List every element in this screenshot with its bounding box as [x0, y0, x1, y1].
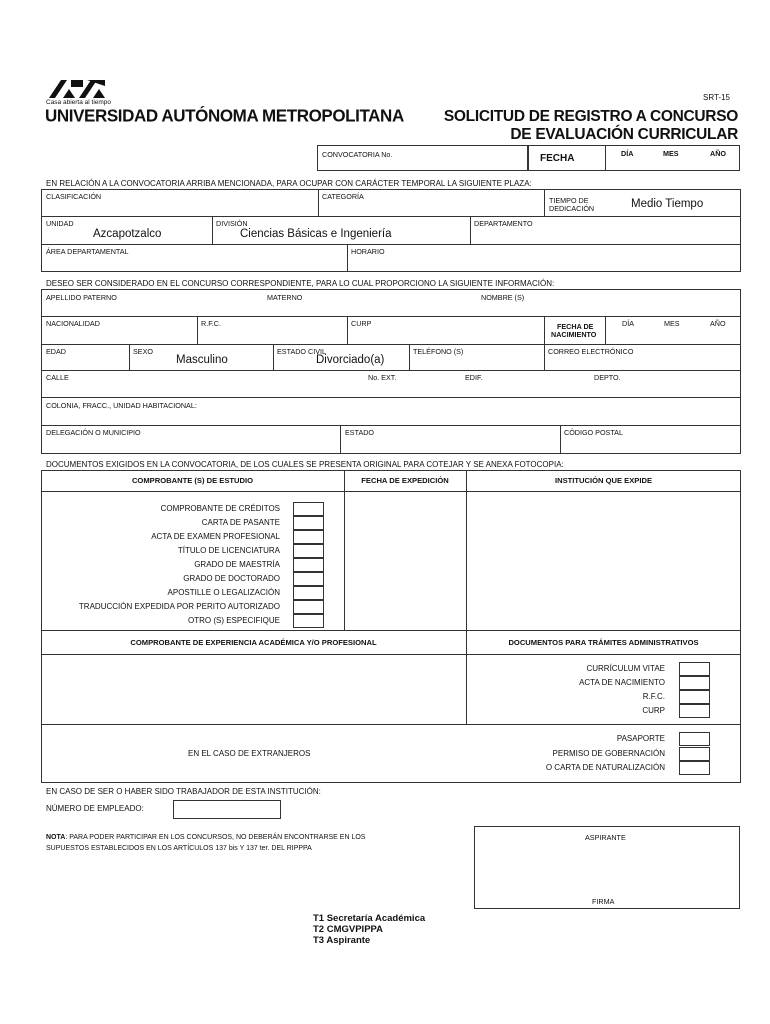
form-title-line1: SOLICITUD DE REGISTRO A CONCURSO [443, 108, 738, 125]
departamento-label: DEPARTAMENTO [474, 219, 533, 228]
fecha-label: FECHA [540, 153, 575, 164]
nac-dia-label: DÍA [622, 319, 634, 328]
tramite-checkbox[interactable] [679, 662, 710, 676]
col-experiencia-header: COMPROBANTE DE EXPERIENCIA ACADÉMICA Y/O PROFESIONAL [130, 638, 377, 647]
estudio-item: GRADO DE MAESTRÍA [194, 560, 280, 569]
tramite-item: CURP [642, 706, 665, 715]
nac-anio-label: AÑO [710, 319, 726, 328]
delegacion-label: DELEGACIÓN O MUNICIPIO [46, 428, 141, 437]
firma-label: FIRMA [592, 897, 615, 906]
correo-label: CORREO ELECTRÓNICO [548, 347, 634, 356]
area-label: ÁREA DEPARTAMENTAL [46, 247, 129, 256]
motto: Casa abierta al tiempo [46, 99, 112, 106]
uam-logo [47, 78, 107, 100]
copy-line: T3 Aspirante [313, 935, 371, 946]
estudio-checkbox[interactable] [293, 530, 324, 544]
clasificacion-label: CLASIFICACIÓN [46, 192, 102, 201]
trabajador-label: EN CASO DE SER O HABER SIDO TRABAJADOR DE ESTA INSTITUCIÓN: [46, 787, 321, 796]
fecha-mes-label: MES [663, 149, 679, 158]
nac-mes-label: MES [664, 319, 680, 328]
convocatoria-label: CONVOCATORIA No. [322, 150, 393, 159]
tramite-checkbox[interactable] [679, 676, 710, 690]
estudio-checkbox[interactable] [293, 558, 324, 572]
unidad-label: UNIDAD [46, 219, 74, 228]
nota-bold: NOTA [46, 834, 66, 841]
estado-civil-value[interactable]: Divorciado(a) [316, 354, 385, 366]
estudio-checkbox[interactable] [293, 544, 324, 558]
copy-line: T1 Secretaría Académica [313, 913, 426, 924]
apellido-paterno-label: APELLIDO PATERNO [46, 293, 117, 302]
col-institucion-header: INSTITUCIÓN QUE EXPIDE [554, 476, 653, 485]
numero-empleado-label: NÚMERO DE EMPLEADO: [46, 804, 144, 813]
materno-label: MATERNO [267, 293, 303, 302]
col-estudio-header: COMPROBANTE (S) DE ESTUDIO [131, 476, 254, 485]
documents-intro: DOCUMENTOS EXIGIDOS EN LA CONVOCATORIA, DE LOS CUALES SE PRESENTA ORIGINAL PARA COTEJAR Y SE ANEXA FOTOCOPIA: [46, 460, 564, 469]
estado-civil-label: ESTADO CIVIL [277, 347, 326, 356]
extranjero-checkbox[interactable] [679, 747, 710, 761]
estudio-item: TÍTULO DE LICENCIATURA [177, 546, 280, 555]
sexo-label: SEXO [133, 347, 153, 356]
tramite-item: CURRÍCULUM VITAE [586, 664, 665, 673]
nota [46, 834, 365, 841]
estudio-item: APOSTILLE O LEGALIZACIÓN [167, 588, 280, 597]
unidad-value[interactable]: Azcapotzalco [93, 228, 162, 240]
estudio-item: CARTA DE PASANTE [201, 518, 280, 527]
fecha-anio-label: AÑO [710, 149, 726, 158]
estudio-checkbox[interactable] [293, 502, 324, 516]
personal-table [41, 289, 741, 454]
personal-intro: DESEO SER CONSIDERADO EN EL CONCURSO CORRESPONDIENTE, PARA LO CUAL PROPORCIONO LA SIGUIENTE INFORMACIÓN: [46, 279, 555, 288]
extranjero-checkbox[interactable] [679, 761, 710, 775]
extranjero-item: PERMISO DE GOBERNACIÓN [552, 749, 665, 758]
extranjero-item: O CARTA DE NATURALIZACIÓN [545, 763, 665, 772]
telefono-label: TELÉFONO (S) [413, 347, 464, 356]
edif-label: EDIF. [465, 373, 483, 382]
fecha-nac-label-1: FECHA DE [557, 322, 594, 331]
estudio-checkbox[interactable] [293, 586, 324, 600]
copy-line: T2 CMGVPIPPA [313, 924, 384, 935]
form-code: SRT-15 [703, 93, 730, 102]
estudio-item: GRADO DE DOCTORADO [183, 574, 280, 583]
nota-line2: SUPUESTOS ESTABLECIDOS EN LOS ARTÍCULOS 137 bis Y 137 ter. DEL RIPPPA [46, 845, 312, 852]
extranjero-item: PASAPORTE [616, 734, 665, 743]
horario-label: HORARIO [351, 247, 385, 256]
estudio-item: ACTA DE EXAMEN PROFESIONAL [151, 532, 280, 541]
tiempo-label-1: TIEMPO DE [549, 196, 589, 205]
university-name: UNIVERSIDAD AUTÓNOMA METROPOLITANA [45, 106, 404, 126]
plaza-intro: EN RELACIÓN A LA CONVOCATORIA ARRIBA MENCIONADA, PARA OCUPAR CON CARÁCTER TEMPORAL LA SIGUIENTE PLAZA: [46, 179, 532, 188]
categoria-label: CATEGORÍA [322, 192, 364, 201]
aspirante-label: ASPIRANTE [585, 833, 626, 842]
extranjero-checkbox[interactable] [679, 732, 710, 746]
tiempo-value[interactable]: Medio Tiempo [631, 198, 704, 210]
nacionalidad-label: NACIONALIDAD [46, 319, 100, 328]
tramite-item: ACTA DE NACIMIENTO [579, 678, 665, 687]
col-tramites-header: DOCUMENTOS PARA TRÁMITES ADMINISTRATIVOS [508, 638, 699, 647]
numero-empleado-field[interactable] [173, 800, 281, 819]
sexo-value[interactable]: Masculino [176, 354, 228, 366]
estado-label: ESTADO [345, 428, 375, 437]
codigo-postal-label: CÓDIGO POSTAL [564, 428, 623, 437]
curp-label: CURP [351, 319, 372, 328]
fecha-dia-label: DÍA [621, 149, 634, 158]
edad-label: EDAD [46, 347, 66, 356]
division-value[interactable]: Ciencias Básicas e Ingeniería [240, 228, 392, 240]
estudio-item: TRADUCCIÓN EXPEDIDA POR PERITO AUTORIZADO [78, 602, 280, 611]
estudio-checkbox[interactable] [293, 614, 324, 628]
extranjeros-label: EN EL CASO DE EXTRANJEROS [188, 749, 311, 758]
nota-line1: : PARA PODER PARTICIPAR EN LOS CONCURSOS, NO DEBERÁN ENCONTRARSE EN LOS [65, 834, 366, 841]
tramite-item: R.F.C. [642, 692, 665, 701]
fecha-nac-label-2: NACIMIENTO [551, 330, 597, 339]
tiempo-label-2: DEDICACIÓN [549, 204, 595, 213]
colonia-label: COLONIA, FRACC., UNIDAD HABITACIONAL: [46, 401, 197, 410]
col-fecha-header: FECHA DE EXPEDICIÓN [361, 476, 449, 485]
estudio-item: OTRO (S) ESPECIFIQUE [187, 616, 280, 625]
estudio-item: COMPROBANTE DE CRÉDITOS [160, 504, 280, 513]
tramite-checkbox[interactable] [679, 704, 710, 718]
rfc-label: R.F.C. [201, 319, 221, 328]
estudio-checkbox[interactable] [293, 516, 324, 530]
nombres-label: NOMBRE (S) [481, 293, 525, 302]
estudio-checkbox[interactable] [293, 600, 324, 614]
form-title-line2: DE EVALUACIÓN CURRICULAR [510, 126, 738, 143]
depto-label: DEPTO. [594, 373, 621, 382]
estudio-checkbox[interactable] [293, 572, 324, 586]
tramite-checkbox[interactable] [679, 690, 710, 704]
no-ext-label: No. EXT. [368, 373, 397, 382]
calle-label: CALLE [46, 373, 69, 382]
division-label: DIVISIÓN [216, 219, 248, 228]
